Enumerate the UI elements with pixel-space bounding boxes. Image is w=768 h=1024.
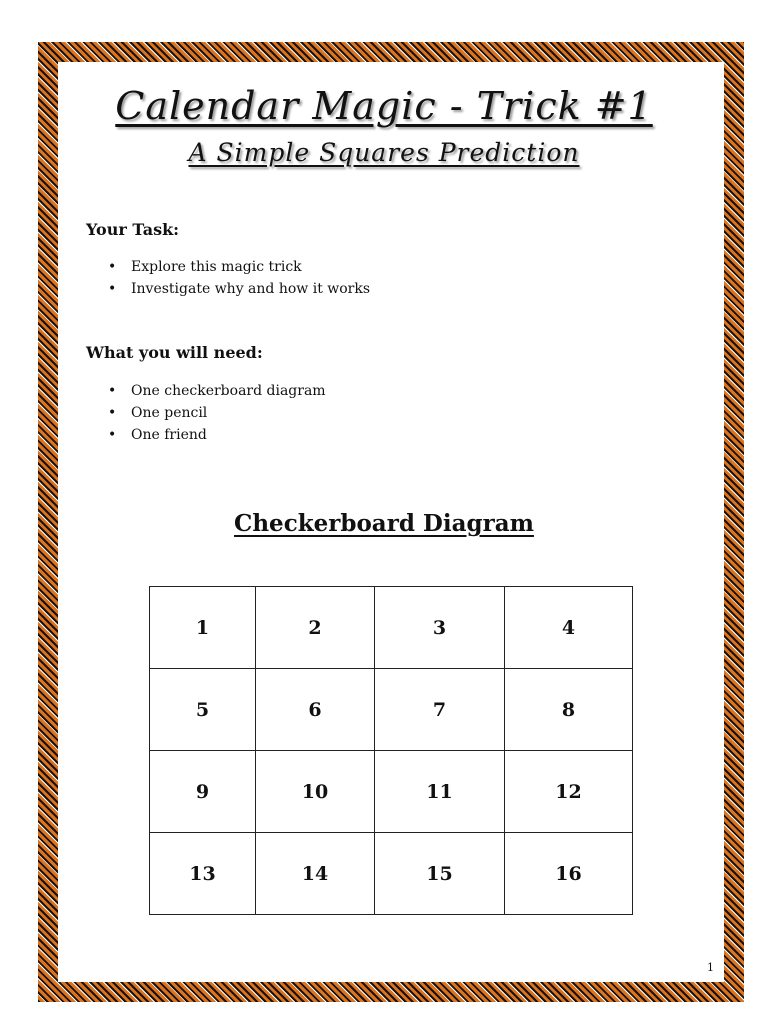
grid-row bbox=[150, 833, 633, 915]
grid-cell: 2 bbox=[256, 587, 375, 669]
grid-cell: 5 bbox=[150, 669, 256, 751]
grid-cell: 3 bbox=[375, 587, 505, 669]
grid-cell: 4 bbox=[505, 587, 633, 669]
task-heading: Your Task: bbox=[86, 220, 180, 239]
page-number: 1 bbox=[707, 961, 714, 974]
grid-cell: 7 bbox=[375, 669, 505, 751]
diagram-title: Checkerboard Diagram bbox=[234, 510, 534, 537]
grid-cell: 14 bbox=[256, 833, 375, 915]
needs-item: • One pencil bbox=[108, 402, 326, 424]
task-item: • Explore this magic trick bbox=[108, 256, 370, 278]
grid-row bbox=[150, 669, 633, 751]
grid-cell: 8 bbox=[505, 669, 633, 751]
grid-cell: 9 bbox=[150, 751, 256, 833]
needs-heading: What you will need: bbox=[86, 343, 263, 362]
task-item: • Investigate why and how it works bbox=[108, 278, 370, 300]
needs-item: • One checkerboard diagram bbox=[108, 380, 326, 402]
grid-row bbox=[150, 751, 633, 833]
grid-cell: 10 bbox=[256, 751, 375, 833]
grid-cell: 6 bbox=[256, 669, 375, 751]
grid-cell: 1 bbox=[150, 587, 256, 669]
grid-row bbox=[150, 587, 633, 669]
grid-cell: 13 bbox=[150, 833, 256, 915]
task-list bbox=[108, 256, 370, 300]
checkerboard-grid bbox=[149, 586, 633, 915]
grid-cell: 16 bbox=[505, 833, 633, 915]
grid-cell: 12 bbox=[505, 751, 633, 833]
page-title: Calendar Magic - Trick #1 bbox=[115, 84, 653, 128]
needs-item: • One friend bbox=[108, 424, 326, 446]
grid-cell: 11 bbox=[375, 751, 505, 833]
page-subtitle: A Simple Squares Prediction bbox=[188, 138, 580, 167]
needs-list bbox=[108, 380, 326, 446]
grid-cell: 15 bbox=[375, 833, 505, 915]
